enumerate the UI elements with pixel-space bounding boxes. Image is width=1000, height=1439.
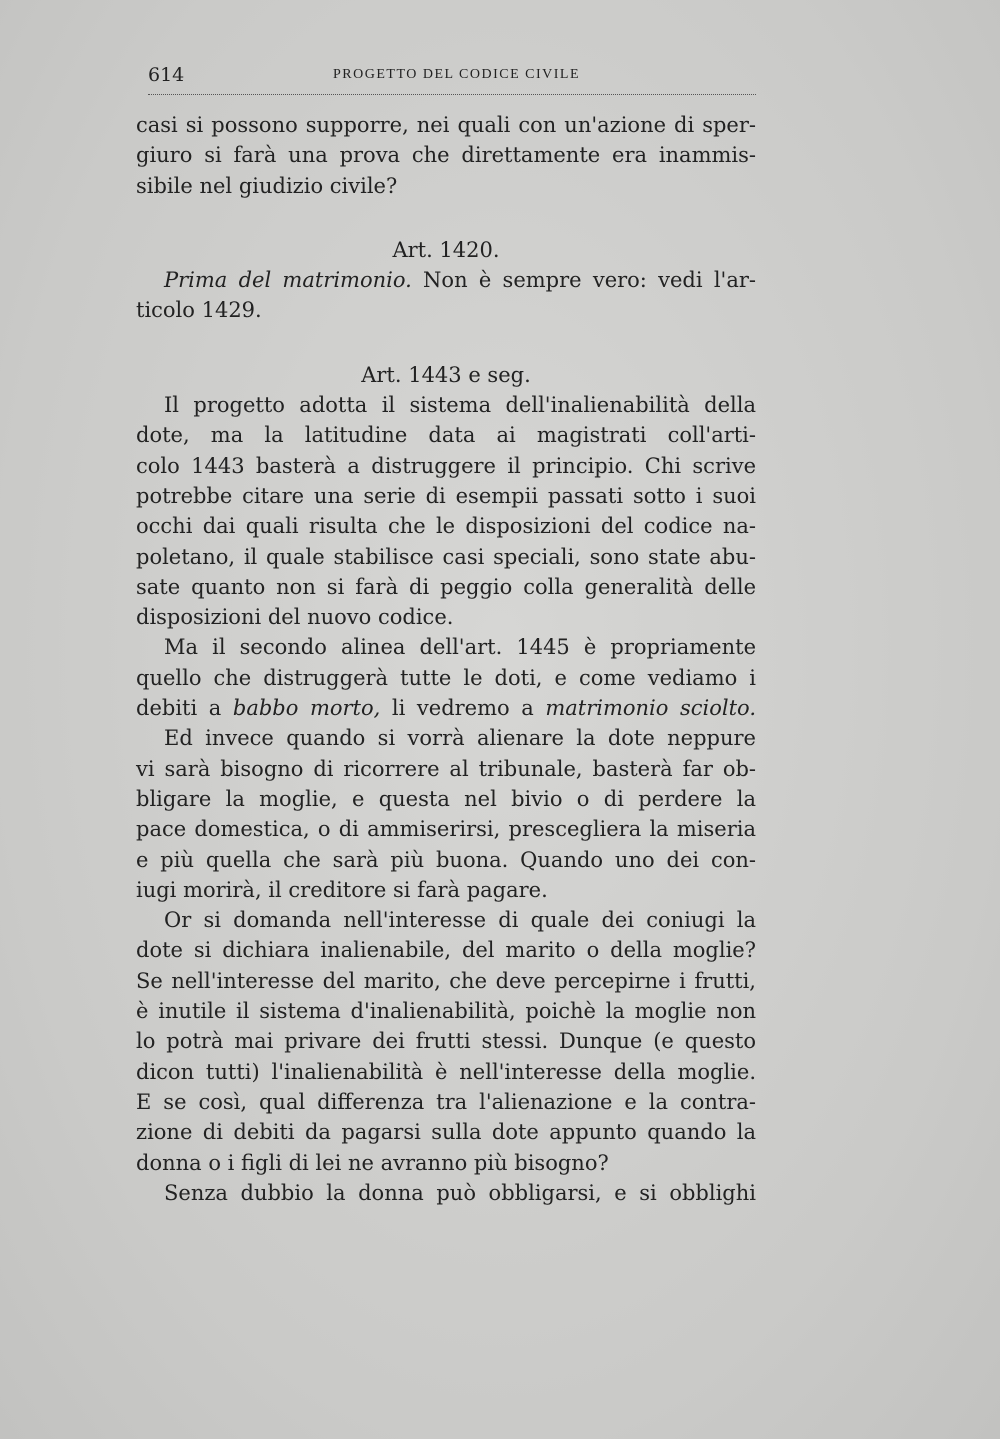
- text-line: bligare la moglie, e questa nel bivio o di perdere la: [136, 786, 756, 811]
- text-line: casi si possono supporre, nei quali con un'azione di sper-: [136, 113, 756, 137]
- page-body: [136, 110, 756, 1208]
- text-fragment: li vedremo a: [380, 696, 546, 721]
- text-line: dicon tutti) l'inalienabilità è nell'interesse della moglie.: [136, 1059, 756, 1084]
- text-line: [136, 693, 756, 723]
- text-line: disposizioni del nuovo codice.: [136, 605, 454, 630]
- text-line: Ed invece quando si vorrà alienare la dote neppure: [164, 726, 756, 751]
- text-line: Senza dubbio la donna può obbligarsi, e si obblighi: [164, 1180, 756, 1205]
- page-number: 614: [148, 64, 185, 86]
- text-line: colo 1443 basterà a distruggere il principio. Chi scrive: [136, 453, 756, 478]
- text-line: Or si domanda nell'interesse di quale dei coniugi la: [164, 908, 756, 933]
- text-line: lo potrà mai privare dei frutti stessi. Dunque (e questo: [136, 1029, 756, 1054]
- text-line: pace domestica, o di ammiserirsi, prescegliera la miseria: [136, 817, 756, 842]
- text-line: quello che distruggerà tutte le doti, e come vediamo i: [136, 665, 756, 690]
- italic-phrase: Prima del matrimonio.: [164, 268, 412, 293]
- text-line: sate quanto non si farà di peggio colla generalità delle: [136, 574, 756, 599]
- text-line: Se nell'interesse del marito, che deve percepirne i frutti,: [136, 968, 756, 993]
- text-line: iugi morirà, il creditore si farà pagare.: [136, 877, 548, 902]
- article-heading-1420: Art. 1420.: [392, 237, 500, 262]
- text-line: Il progetto adotta il sistema dell'inalienabilità della: [164, 393, 756, 418]
- text-line: zione di debiti da pagarsi sulla dote appunto quando la: [136, 1120, 756, 1145]
- italic-phrase: babbo morto,: [232, 696, 381, 721]
- text-line: e più quella che sarà più buona. Quando uno dei con-: [136, 847, 756, 872]
- page-header: [148, 64, 756, 95]
- text-line: donna o i figli di lei ne avranno più bisogno?: [136, 1150, 609, 1175]
- spacer: [136, 326, 756, 360]
- text-line: Ma il secondo alinea dell'art. 1445 è propriamente: [164, 635, 756, 660]
- text-line: sibile nel giudizio civile?: [136, 173, 398, 198]
- text-line: poletano, il quale stabilisce casi speciali, sono state abu-: [136, 544, 756, 569]
- text-line: occhi dai quali risulta che le disposizioni del codice na-: [136, 514, 756, 539]
- text-line: giuro si farà una prova che direttamente era inammis-: [136, 143, 756, 168]
- text-line: dote, ma la latitudine data ai magistrati coll'arti-: [136, 423, 756, 448]
- text-line: vi sarà bisogno di ricorrere al tribunale, basterà far ob-: [136, 756, 756, 781]
- text-fragment: Non è sempre vero: vedi l'ar-: [411, 268, 756, 293]
- italic-phrase: matrimonio sciolto.: [545, 696, 756, 721]
- article-heading-1443: Art. 1443 e seg.: [361, 362, 531, 387]
- text-line: ticolo 1429.: [136, 298, 262, 323]
- text-line: dote si dichiara inalienabile, del marito o della moglie?: [136, 938, 756, 963]
- spacer: [136, 201, 756, 235]
- text-fragment: debiti a: [136, 696, 233, 721]
- text-line: potrebbe citare una serie di esempii passati sotto i suoi: [136, 483, 756, 508]
- text-line: è inutile il sistema d'inalienabilità, poichè la moglie non: [136, 999, 756, 1024]
- text-line: E se così, qual differenza tra l'alienazione e la contra-: [136, 1089, 756, 1114]
- running-title: PROGETTO DEL CODICE CIVILE: [333, 67, 581, 82]
- text-line: [136, 265, 756, 295]
